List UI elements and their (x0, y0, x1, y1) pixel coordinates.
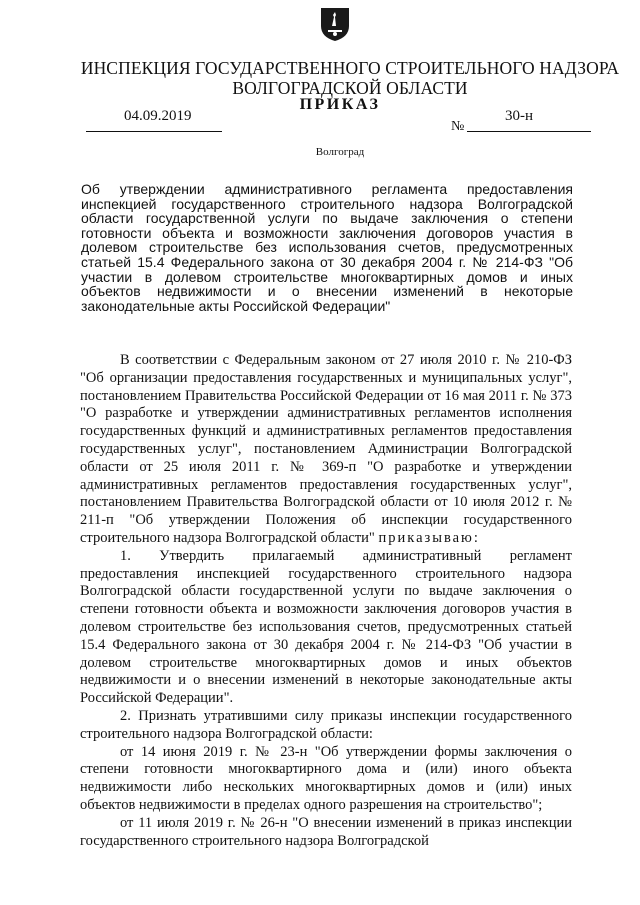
order-date: 04.09.2019 (124, 108, 192, 124)
document-title: ПРИКАЗ (299, 96, 381, 113)
preamble-paragraph (80, 352, 572, 548)
order-number: 30-н (505, 108, 534, 124)
preamble-text: В соответствии с Федеральным законом от 27 июля 2010 г. № 210-ФЗ "Об организации предоставления государственных и муниципальных услуг", постановлением Правительства Российской Федерации от 16 мая 2011 г. № 373 "О разработке и утверждении административных регламентов исполнения государственных функций и административных регламентов предоставления государственных услуг", постановлением Администрации Волгоградской области от 25 июля 2011 г. № 369-п "О разработке и утверждении административных регламентов предоставления государственных услуг", постановлением Правительства Волгоградской области от 10 июля 2012 г. № 211-п "Об утверждении Положения об инспекции государственного строительного надзора Волгоградской области" (80, 352, 572, 546)
date-underline (86, 131, 222, 132)
org-name-line1: ИНСПЕКЦИЯ ГОСУДАРСТВЕННОГО СТРОИТЕЛЬНОГО НАДЗОРА (80, 58, 620, 78)
org-name-line2: ВОЛГОГРАДСКОЙ ОБЛАСТИ (232, 78, 468, 98)
item-2a: от 14 июня 2019 г. № 23-н "Об утверждении формы заключения о степени готовности многоквартирного дома и (или) иного объекта недвижимости либо нескольких многоквартирных домов и (или) иных объектов недвижимости в пределах одного разрешения на строительство"; (80, 743, 572, 813)
city-name: Волгоград (315, 146, 365, 158)
order-subject: Об утверждении административного регламента предоставления инспекцией государственного строительного надзора Волгоградской области государственной услуги по выдаче заключения о степени готовности объекта и возможности заключения договоров участия в долевом строительстве без использования счетов, предусмотренных статьей 15.4 Федерального закона от 30 декабря 2004 г. № 214-ФЗ "Об участии в долевом строительстве многоквартирных домов и иных объектов недвижимости и о внесении изменений в некоторые законодательные акты Российской Федерации" (81, 181, 573, 314)
number-sign: № (451, 119, 465, 134)
item-2: 2. Признать утратившими силу приказы инспекции государственного строительного надзора Волгоградской области: (80, 707, 572, 742)
order-body (80, 352, 572, 850)
orders-word: приказываю: (378, 529, 480, 546)
item-2b: от 11 июля 2019 г. № 26-н "О внесении изменений в приказ инспекции государственного строительного надзора Волгоградской (80, 814, 572, 849)
coat-of-arms-icon (318, 6, 352, 42)
item-1: 1. Утвердить прилагаемый административный регламент предоставления инспекцией государственного строительного надзора Волгоградской области государственной услуги по выдаче заключения о степени готовности объекта и возможности заключения договоров участия в долевом строительстве без использования счетов, предусмотренных статьей 15.4 Федерального закона от 30 декабря 2004 г. № 214-ФЗ "Об участии в долевом строительстве многоквартирных домов и иных объектов недвижимости и о внесении изменений в некоторые законодательные акты Российской Федерации". (80, 547, 572, 707)
number-underline (467, 131, 591, 132)
